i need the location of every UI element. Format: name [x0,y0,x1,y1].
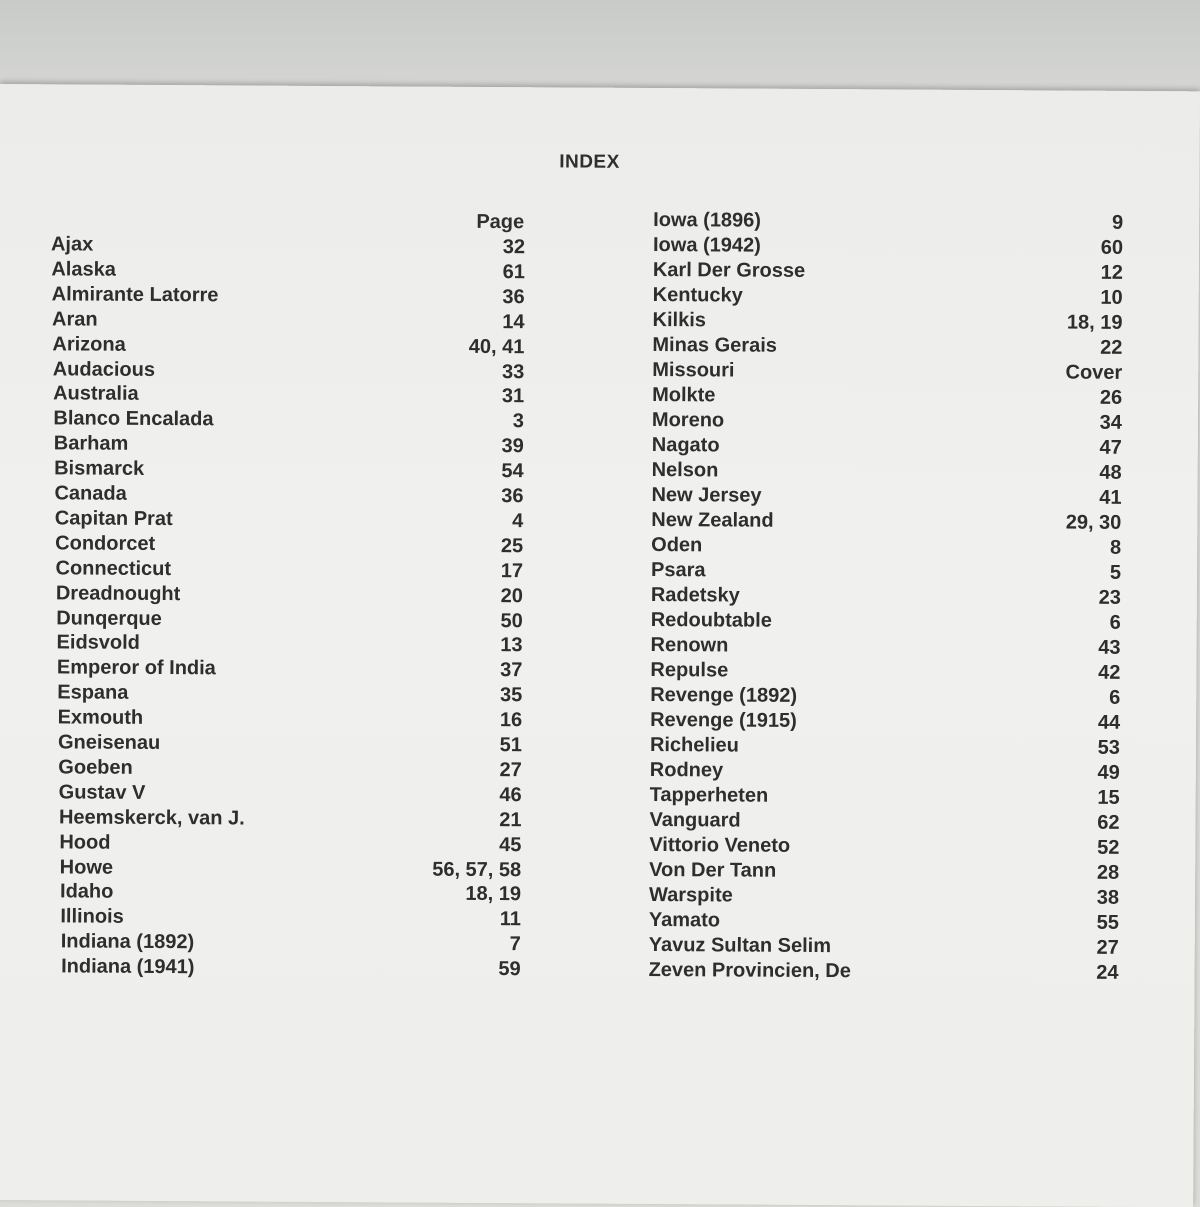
entry-name: Nelson [651,458,719,482]
entry-page-number: 4 [512,510,524,533]
entry-name: Indiana (1941) [61,955,195,979]
entry-page-number: 43 [1098,636,1121,659]
entry-name: Richelieu [649,733,739,757]
entry-name: Canada [54,482,127,505]
entry-page-number: 39 [501,435,524,458]
entry-page-number: 18, 19 [1066,311,1123,334]
entry-page-number: 45 [499,833,522,856]
entry-name: Iowa (1896) [653,208,762,232]
entry-page-number: 42 [1098,661,1121,684]
index-entry [60,880,521,907]
index-entry [652,408,1122,435]
index-entry [653,258,1123,285]
entry-name: Barham [53,432,129,455]
entry-name: Capitan Prat [54,507,173,530]
entry-name: Gneisenau [57,731,161,754]
index-entry [651,583,1121,610]
entry-name: Audacious [52,357,156,381]
index-entry [54,481,523,508]
entry-name: Renown [650,633,729,657]
entry-name: Aran [51,308,98,331]
entry-page-number: 37 [500,659,523,682]
index-entry [651,483,1121,510]
entry-name: Idaho [59,880,114,904]
entry-name: Condorcet [55,532,156,555]
entry-page-number: 49 [1097,761,1120,784]
index-entry [650,783,1120,810]
entry-page-number: 41 [1099,486,1122,509]
entry-page-number: 5 [1109,561,1122,584]
entry-name: Alaska [51,258,116,281]
index-entry [649,858,1119,885]
index-entry [649,833,1119,860]
entry-page-number: 52 [1097,836,1120,859]
entry-name: Rodney [649,758,724,782]
entry-name: Hood [59,830,111,854]
entry-name: Yavuz Sultan Selim [648,933,832,958]
entry-page-number: 21 [499,808,522,831]
index-entry [57,681,522,708]
entry-page-number: 13 [500,634,523,657]
entry-name: Repulse [650,658,729,682]
index-entry [59,805,522,832]
entry-name: Dunqerque [56,606,162,630]
entry-page-number: 62 [1097,811,1120,834]
index-entry [650,658,1120,685]
entry-name: Emperor of India [56,656,216,680]
entry-name: Indiana (1892) [60,930,195,954]
entry-page-number: 20 [500,584,523,607]
entry-page-number: 34 [1099,411,1123,434]
entry-name: Almirante Latorre [51,283,219,307]
entry-name: Iowa (1942) [652,233,761,257]
index-entry [56,581,523,608]
index-entry [651,633,1121,660]
index-entry [649,933,1119,960]
index-entry [651,508,1121,535]
index-entry [651,533,1121,560]
index-entry [55,531,523,558]
index-entry [59,780,522,807]
index-entry [651,558,1121,585]
index-entry [52,282,525,309]
entry-page-number: 47 [1099,436,1122,459]
entry-page-number: 22 [1100,336,1123,359]
entry-name: Goeben [58,756,133,779]
index-entry [53,357,525,384]
index-entry [59,830,521,857]
entry-page-number: 29, 30 [1065,511,1122,534]
index-entry [649,958,1119,985]
entry-page-number: 36 [501,485,524,508]
index-entry [61,930,521,957]
entry-name: Vittorio Veneto [649,833,791,857]
entry-page-number: 61 [502,260,525,284]
index-entry [57,631,523,658]
entry-name: Zeven Provincien, De [648,958,851,983]
entry-page-number: 36 [502,285,525,309]
entry-page-number: 40, 41 [468,335,525,358]
entry-page-number: 55 [1096,911,1119,934]
entry-page-number: 8 [1109,536,1122,559]
entry-page-number: 35 [499,684,523,707]
entry-page-number: 33 [501,360,525,383]
index-entry [60,855,522,882]
page-title: INDEX [559,151,620,173]
entry-name: Karl Der Grosse [652,258,806,282]
entry-page-number: 26 [1099,386,1123,409]
entry-name: Nagato [651,433,720,457]
entry-page-number: 16 [499,709,523,732]
entry-page-number: 23 [1098,586,1121,609]
entry-name: Revenge (1892) [650,683,798,707]
entry-page-number: 12 [1100,261,1123,284]
entry-name: Psara [650,558,706,582]
entry-name: New Jersey [651,483,762,507]
entry-page-number: 60 [1100,236,1124,259]
index-entry [60,905,521,932]
entry-name: Bismarck [54,457,145,480]
entry-name: Kentucky [652,283,743,307]
entry-name: Heemskerck, van J. [58,806,245,830]
entry-page-number: 51 [499,734,523,757]
entry-page-number: 6 [1109,611,1121,634]
entry-name: Arizona [52,332,126,356]
index-entry [51,232,525,259]
index-entry [55,506,524,533]
entry-name: Vanguard [649,808,741,832]
index-entry [54,456,524,483]
index-entry [650,708,1120,735]
entry-name: Revenge (1915) [650,708,797,732]
index-entry [52,307,525,334]
entry-name: Molkte [652,383,716,407]
entry-name: Minas Gerais [652,333,777,357]
entry-page-number: 31 [501,385,525,408]
entry-name: Von Der Tann [649,858,777,882]
index-entry [649,908,1119,935]
index-entry [57,656,523,683]
entry-name: Eidsvold [56,631,141,655]
entry-name: Connecticut [55,557,172,580]
index-entry [53,407,524,434]
index-entry [58,705,523,732]
index-entry [58,730,522,757]
entry-page-number: 59 [498,958,521,981]
entry-name: Exmouth [57,706,144,729]
page-column-header: Page [476,210,525,234]
entry-name: Gustav V [58,781,146,804]
index-entry [55,556,523,583]
entry-page-number: 56, 57, 58 [432,858,522,881]
entry-name: New Zealand [651,508,774,532]
index-entry [649,883,1119,910]
entry-page-number: 25 [500,534,524,558]
index-entry [651,608,1121,635]
index-entry [61,954,521,981]
entry-page-number: 24 [1096,961,1119,984]
entry-name: Redoubtable [650,608,772,632]
entry-name: Illinois [60,905,124,929]
index-entry [650,733,1120,760]
index-entry [652,433,1122,460]
entry-page-number: 17 [500,559,524,582]
index-page [0,84,1200,1207]
index-entry [652,383,1122,410]
entry-name: Tapperheten [649,783,769,807]
entry-name: Oden [651,533,703,557]
index-entry [54,432,524,459]
entry-page-number: 53 [1097,736,1121,759]
entry-name: Blanco Encalada [53,407,214,431]
index-entry [58,755,522,782]
entry-name: Missouri [652,358,735,382]
entry-page-number: 48 [1099,461,1122,484]
entry-page-number: 38 [1096,886,1120,909]
entry-name: Yamato [648,908,721,932]
entry-page-number: 15 [1097,786,1120,809]
entry-page-number: 14 [502,310,525,333]
entry-page-number: Cover [1065,361,1123,384]
index-entry [652,333,1122,360]
entry-name: Moreno [651,408,725,432]
entry-page-number: 46 [499,783,522,806]
entry-page-number: 50 [500,609,523,632]
index-entry [652,308,1122,335]
entry-page-number: 18, 19 [465,883,522,906]
index-entry [652,458,1122,485]
index-entry [653,283,1123,310]
entry-name: Howe [59,855,114,879]
entry-page-number: 32 [502,236,526,259]
entry-page-number: 28 [1096,861,1120,884]
index-entry [53,382,524,409]
entry-page-number: 10 [1100,286,1123,309]
entry-name: Dreadnought [55,581,181,605]
index-entry [56,606,523,633]
entry-page-number: 44 [1097,711,1121,734]
entry-page-number: 3 [512,410,525,433]
index-entry [652,358,1122,385]
entry-page-number: 27 [499,758,522,782]
index-entry [653,208,1123,235]
entry-page-number: 54 [501,460,524,483]
index-entry [650,758,1120,785]
entry-name: Radetsky [650,583,740,607]
entry-page-number: 6 [1109,686,1121,709]
entry-name: Kilkis [652,308,706,332]
index-entry [650,683,1120,710]
entry-name: Espana [57,681,129,704]
entry-page-number: 11 [499,908,521,931]
index-entry [649,808,1119,835]
entry-name: Australia [53,382,139,406]
entry-name: Ajax [50,233,94,256]
index-entry [52,332,524,359]
entry-page-number: 7 [509,933,521,956]
entry-name: Warspite [648,883,733,907]
entry-page-number: 9 [1111,211,1124,234]
entry-page-number: 27 [1096,936,1119,959]
index-entry [653,233,1123,260]
index-entry [51,257,525,284]
